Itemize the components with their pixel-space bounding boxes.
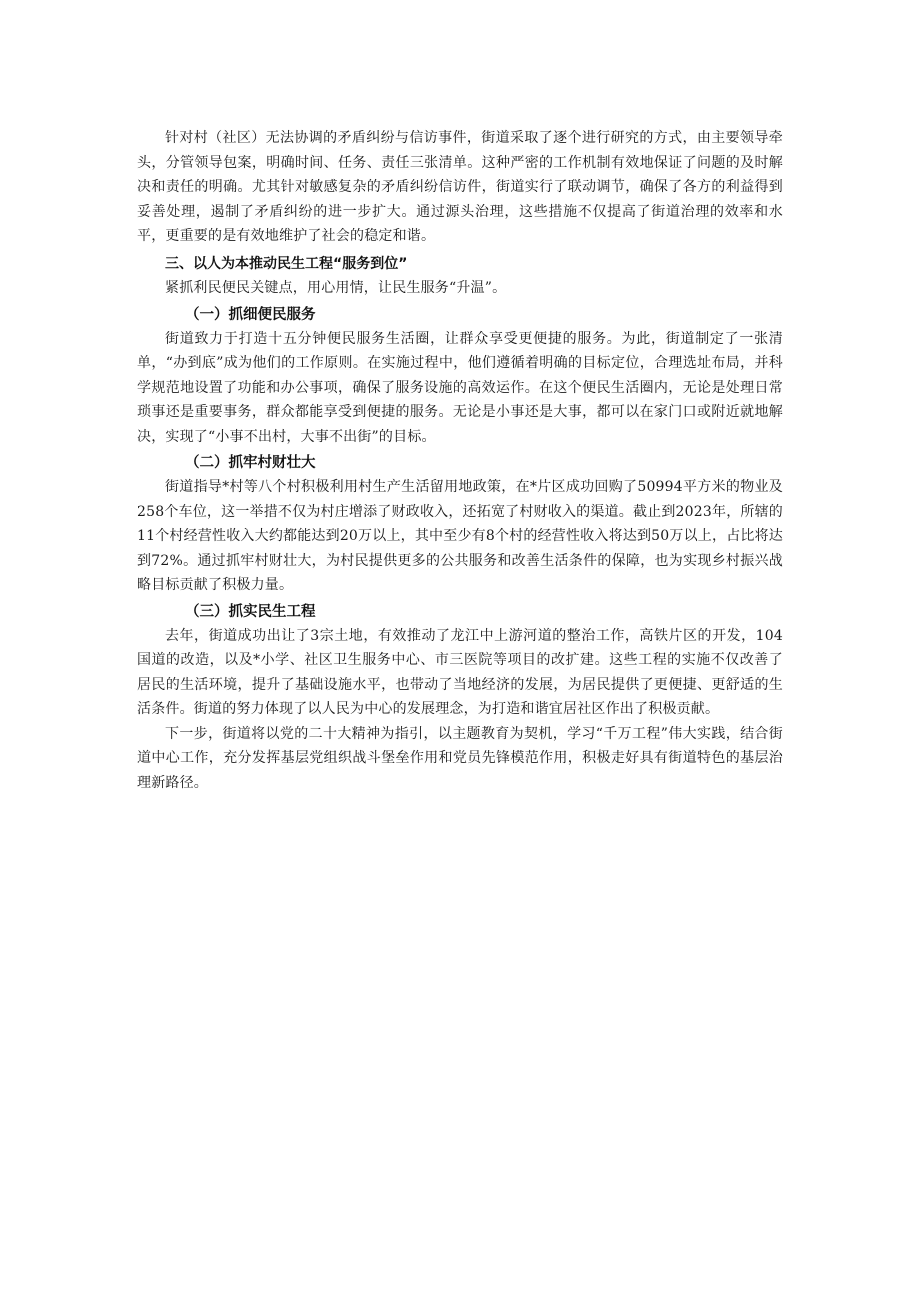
paragraph-livelihood-projects: 去年，街道成功出让了3宗土地，有效推动了龙江中上游河道的整治工作，高铁片区的开发，104国道的改造，以及*小学、社区卫生服务中心、市三医院等项目的改扩建。这些工程的实施不仅改善了居民的生活环境，提升了基础设施水平，也带动了当地经济的发展，为居民提供了更便捷、更舒适的生活条件。街道的努力体现了以人民为中心的发展理念，为打造和谐宜居社区作出了积极贡献。 bbox=[137, 627, 783, 717]
paragraph-village-finance: 街道指导*村等八个村积极利用村生产生活留用地政策，在*片区成功回购了50994平方米的物业及258个车位，这一举措不仅为村庄增添了财政收入，还拓宽了村财收入的渠道。截止到2023年，所辖的11个村经营性收入大约都能达到20万以上，其中至少有8个村的经营性收入将达到50万以上，占比将达到72%。通过抓牢村财壮大，为村民提供更多的公共服务和改善生活条件的保障，也为实现乡村振兴战略目标贡献了积极力量。 bbox=[137, 479, 783, 593]
paragraph-intro-livelihood: 紧抓利民便民关键点，用心用情，让民生服务“升温”。 bbox=[165, 280, 507, 296]
document-page bbox=[137, 126, 783, 795]
paragraph-convenience-services: 街道致力于打造十五分钟便民服务生活圈，让群众享受更便捷的服务。为此，街道制定了一张清单，“办到底”成为他们的工作原则。在实施过程中，他们遵循着明确的目标定位，合理选址布局，并科学规范地设置了功能和办公事项，确保了服务设施的高效运作。在这个便民生活圈内，无论是处理日常琐事还是重要事务，群众都能享受到便捷的服务。无论是小事还是大事，都可以在家门口或附近就地解决，实现了“小事不出村，大事不出街”的目标。 bbox=[137, 330, 783, 445]
subheading-village-finance: （二）抓牢村财壮大 bbox=[185, 455, 316, 471]
section-heading-people-oriented: 三、以人为本推动民生工程“服务到位” bbox=[165, 255, 408, 272]
paragraph-next-steps: 下一步，街道将以党的二十大精神为指引，以主题教育为契机，学习“千万工程”伟大实践，结合街道中心工作，充分发挥基层党组织战斗堡垒作用和党员先锋模范作用，积极走好具有街道特色的基层治理新路径。 bbox=[137, 725, 783, 791]
subheading-convenience-services: （一）抓细便民服务 bbox=[185, 306, 316, 323]
subheading-livelihood-projects: （三）抓实民生工程 bbox=[185, 603, 316, 620]
paragraph-dispute-resolution: 针对村（社区）无法协调的矛盾纠纷与信访事件，街道采取了逐个进行研究的方式，由主要领导牵头，分管领导包案，明确时间、任务、责任三张清单。这种严密的工作机制有效地保证了问题的及时解决和责任的明确。尤其针对敏感复杂的矛盾纠纷信访件，街道实行了联动调节，确保了各方的利益得到妥善处理，遏制了矛盾纠纷的进一步扩大。通过源头治理，这些措施不仅提高了街道治理的效率和水平，更重要的是有效地维护了社会的稳定和谐。 bbox=[137, 130, 783, 244]
